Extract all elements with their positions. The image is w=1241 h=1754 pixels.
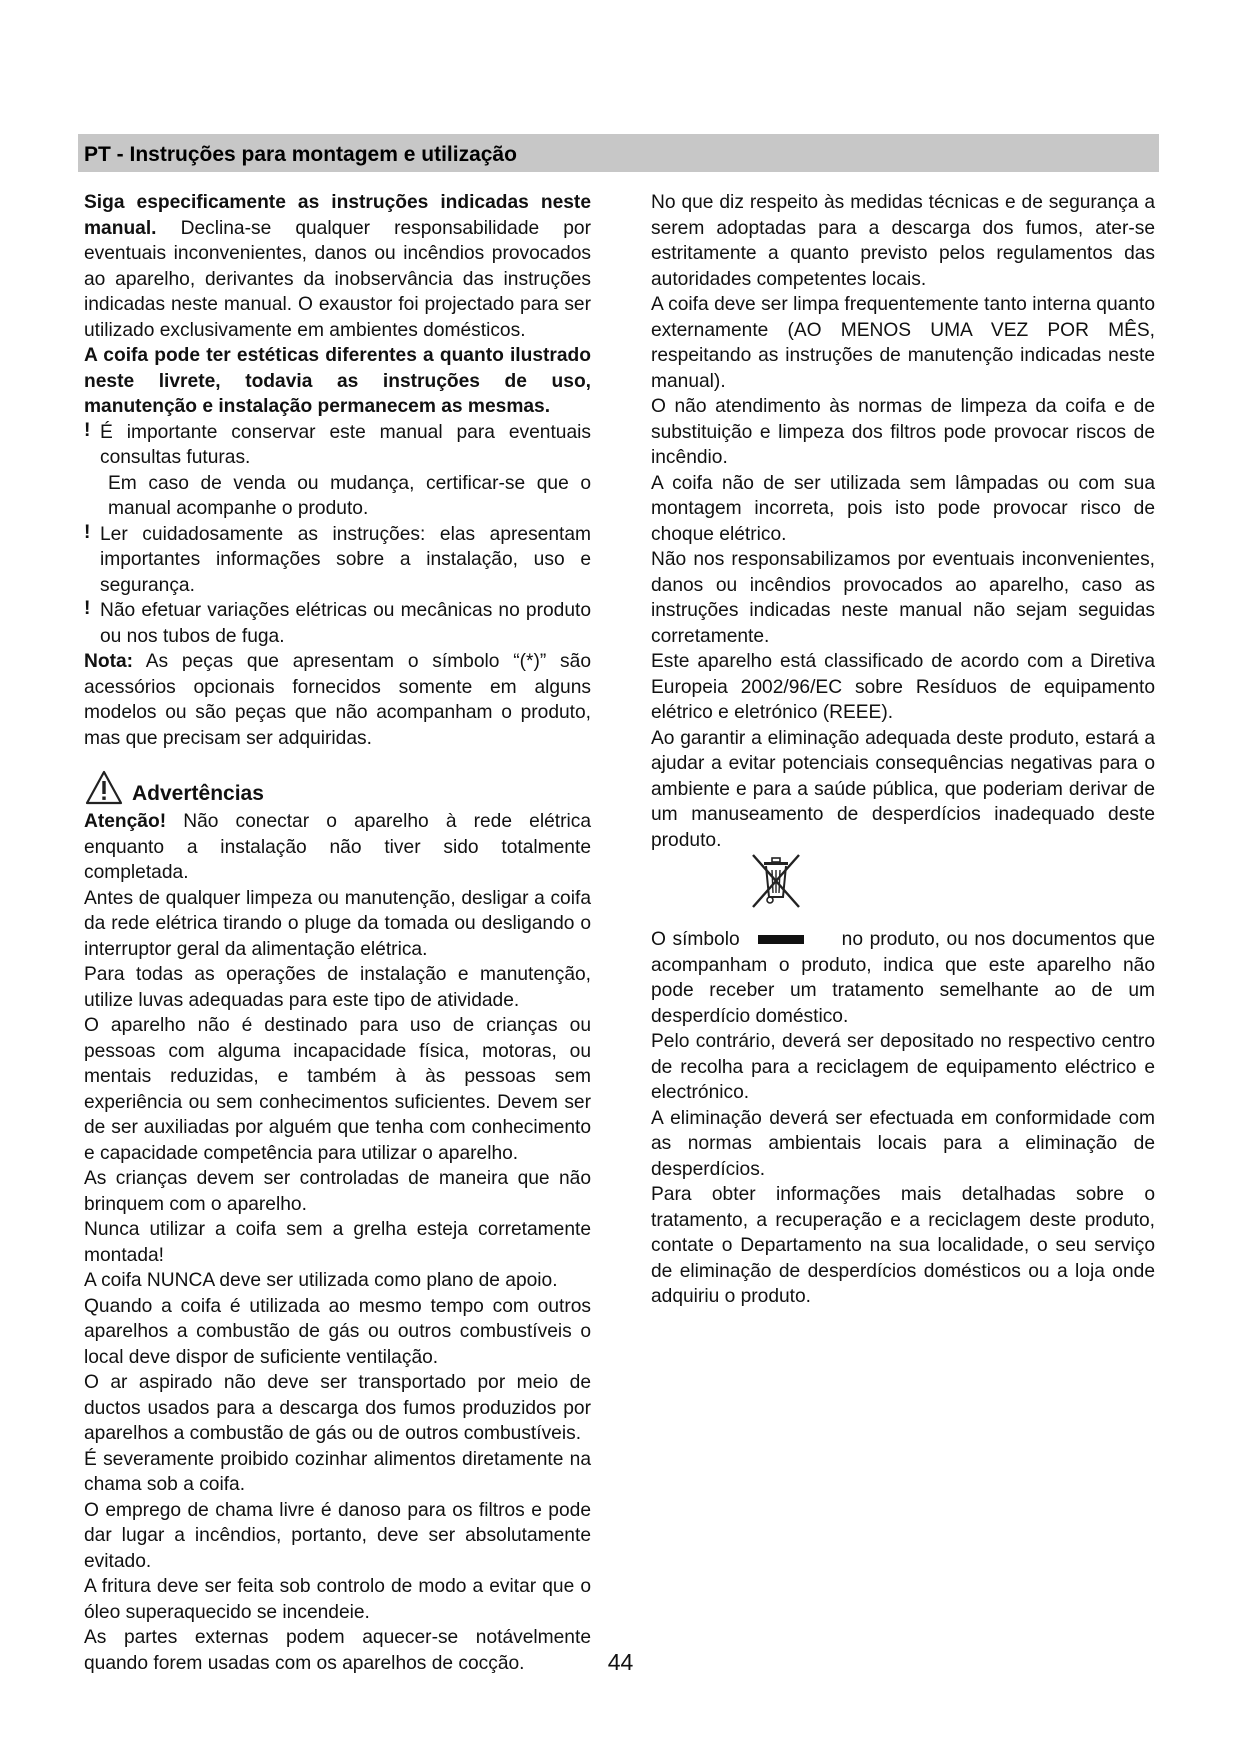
warning-triangle-icon: [84, 769, 124, 807]
page-number: 44: [607, 1649, 634, 1675]
warning-paragraph: As partes externas podem aquecer-se notávelmente quando forem usadas com os aparelhos de cocção.: [84, 1627, 591, 1674]
exclamation-icon: !: [84, 419, 91, 441]
intro-text: Declina-se qualquer responsabilidade por eventuais inconvenientes, danos ou incêndios provocados ao aparelho, derivantes da inobservância das instruções indicadas neste manual. O exaustor foi projectado para ser utilizado exclusivamente em ambientes domésticos.: [84, 217, 591, 341]
fire-risk-paragraph: O não atendimento às normas de limpeza da coifa e de substituição e limpeza dos filtros pode provocar riscos de incêndio.: [651, 396, 1155, 468]
warning-paragraph: O emprego de chama livre é danoso para os filtros e pode dar lugar a incêndios, portanto, deve ser absolutamente evitado.: [84, 1499, 591, 1572]
right-column: [651, 190, 1155, 1310]
bullet-item: [84, 522, 591, 599]
warning-paragraph: A coifa NUNCA deve ser utilizada como plano de apoio.: [84, 1270, 558, 1291]
warning-paragraph: O aparelho não é destinado para uso de crianças ou pessoas com alguma incapacidade física, motoras, ou mentais reduzidas, e também à às pessoas sem experiência ou sem conhecimentos suficientes. Devem ser de ser auxiliadas por alguém que tenha com conhecimento e capacidade competência para utilizar o aparelho.: [84, 1015, 591, 1164]
bullet-text-1: É importante conservar este manual para eventuais consultas futuras.: [100, 421, 591, 468]
cleaning-paragraph: A coifa deve ser limpa frequentemente tanto interna quanto externamente (AO MENOS UMA VEZ POR MÊS, respeitando as instruções de manutenção indicadas neste manual).: [651, 294, 1155, 392]
warning-paragraph: Antes de qualquer limpeza ou manutenção, desligar a coifa da rede elétrica tirando o pluge da tomada ou desligando o interruptor geral da alimentação elétrica.: [84, 887, 591, 960]
note-text: As peças que apresentam o símbolo “(*)” são acessórios opcionais fornecidos somente em alguns modelos ou são peças que não acompanham o produto, mas que precisam ser adquiridas.: [84, 651, 591, 749]
aesthetics-notice: A coifa pode ter estéticas diferentes a quanto ilustrado neste livrete, todavia as instruções de uso, manutenção e instalação permanecem as mesmas.: [84, 345, 591, 417]
attention-paragraph: [84, 809, 591, 886]
bullet-text-3: Não efetuar variações elétricas ou mecânicas no produto ou nos tubos de fuga.: [100, 600, 591, 647]
bullet-text-2: Ler cuidadosamente as instruções: elas apresentam importantes informações sobre a instalação, uso e segurança.: [100, 523, 591, 596]
warnings-heading: [84, 763, 591, 807]
section-title: PT - Instruções para montagem e utilização: [84, 143, 517, 166]
warning-paragraph: Nunca utilizar a coifa sem a grelha esteja corretamente montada!: [84, 1219, 591, 1266]
bullet-item: [84, 598, 591, 649]
warnings-title: Advertências: [132, 782, 264, 805]
weee-directive-paragraph: Este aparelho está classificado de acordo com a Diretiva Europeia 2002/96/EC sobre Resíduos de equipamento elétrico e eletrónico (REEE).: [651, 651, 1155, 723]
symbol-paragraph: [651, 927, 1155, 1029]
crossed-bin-icon: [747, 851, 805, 915]
warning-paragraph: O ar aspirado não deve ser transportado por meio de ductos usados para a descarga dos fumos produzidos por aparelhos a combustão de gás ou de outros combustíveis.: [84, 1372, 591, 1444]
bullet-continuation: Em caso de venda ou mudança, certificar-se que o manual acompanhe o produto.: [108, 472, 591, 519]
contact-paragraph: Para obter informações mais detalhadas sobre o tratamento, a recuperação e a reciclagem deste produto, contate o Departamento na sua localidade, o seu serviço de eliminação de desperdícios domésticos ou a loja onde adquiriu o produto.: [651, 1184, 1155, 1307]
warning-paragraph: A fritura deve ser feita sob controlo de modo a evitar que o óleo superaquecido se incendeie.: [84, 1576, 591, 1623]
liability-paragraph: Não nos responsabilizamos por eventuais inconvenientes, danos ou incêndios provocados ao aparelho, caso as instruções indicadas neste manual não sejam seguidas corretamente.: [651, 549, 1155, 647]
lamps-paragraph: A coifa não de ser utilizada sem lâmpadas ou com sua montagem incorreta, pois isto pode provocar risco de choque elétrico.: [651, 472, 1155, 545]
environmental-paragraph: A eliminação deverá ser efectuada em conformidade com as normas ambientais locais para a eliminação de desperdícios.: [651, 1107, 1155, 1180]
symbol-prefix: O símbolo: [651, 929, 740, 950]
collection-paragraph: Pelo contrário, deverá ser depositado no respectivo centro de recolha para a reciclagem de equipamento eléctrico e electrónico.: [651, 1031, 1155, 1103]
attention-text: Não conectar o aparelho à rede elétrica enquanto a instalação não tiver sido totalmente completada.: [84, 811, 591, 883]
safety-paragraph: No que diz respeito às medidas técnicas e de segurança a serem adoptadas para a descarga dos fumos, ater-se estritamente a quanto previsto pelos regulamentos das autoridades competentes locais.: [651, 192, 1155, 290]
attention-label: Atenção!: [84, 811, 167, 832]
left-column: [84, 190, 591, 1676]
exclamation-icon: !: [84, 598, 91, 619]
intro-paragraph: [84, 190, 591, 343]
warning-paragraph: É severamente proibido cozinhar alimentos diretamente na chama sob a coifa.: [84, 1448, 591, 1495]
symbol-suffix: no produto, ou nos documentos que acompanham o produto, indica que este aparelho não pode receber um tratamento semelhante ao de um desperdício doméstico.: [651, 929, 1155, 1027]
exclamation-icon: !: [84, 521, 91, 543]
bullet-item: [84, 420, 591, 471]
warning-paragraph: Para todas as operações de instalação e manutenção, utilize luvas adequadas para este tipo de atividade.: [84, 964, 591, 1011]
note-paragraph: [84, 649, 591, 751]
disposal-paragraph: Ao garantir a eliminação adequada deste produto, estará a ajudar a evitar potenciais consequências negativas para o ambiente e para a saúde pública, que poderiam derivar de um manuseamento de desperdícios inadequado deste produto.: [651, 727, 1155, 851]
note-label: Nota:: [84, 651, 134, 672]
bullet-text: [100, 420, 591, 471]
warning-paragraph: Quando a coifa é utilizada ao mesmo tempo com outros aparelhos a combustão de gás ou outros combustíveis o local deve dispor de suficiente ventilação.: [84, 1295, 591, 1368]
intro-bold-text: Siga especificamente as instruções indicadas neste manual.: [84, 192, 591, 239]
warning-paragraph: As crianças devem ser controladas de maneira que não brinquem com o aparelho.: [84, 1168, 591, 1215]
black-bar-icon: [758, 935, 804, 944]
weee-symbol-row: [651, 863, 1155, 927]
